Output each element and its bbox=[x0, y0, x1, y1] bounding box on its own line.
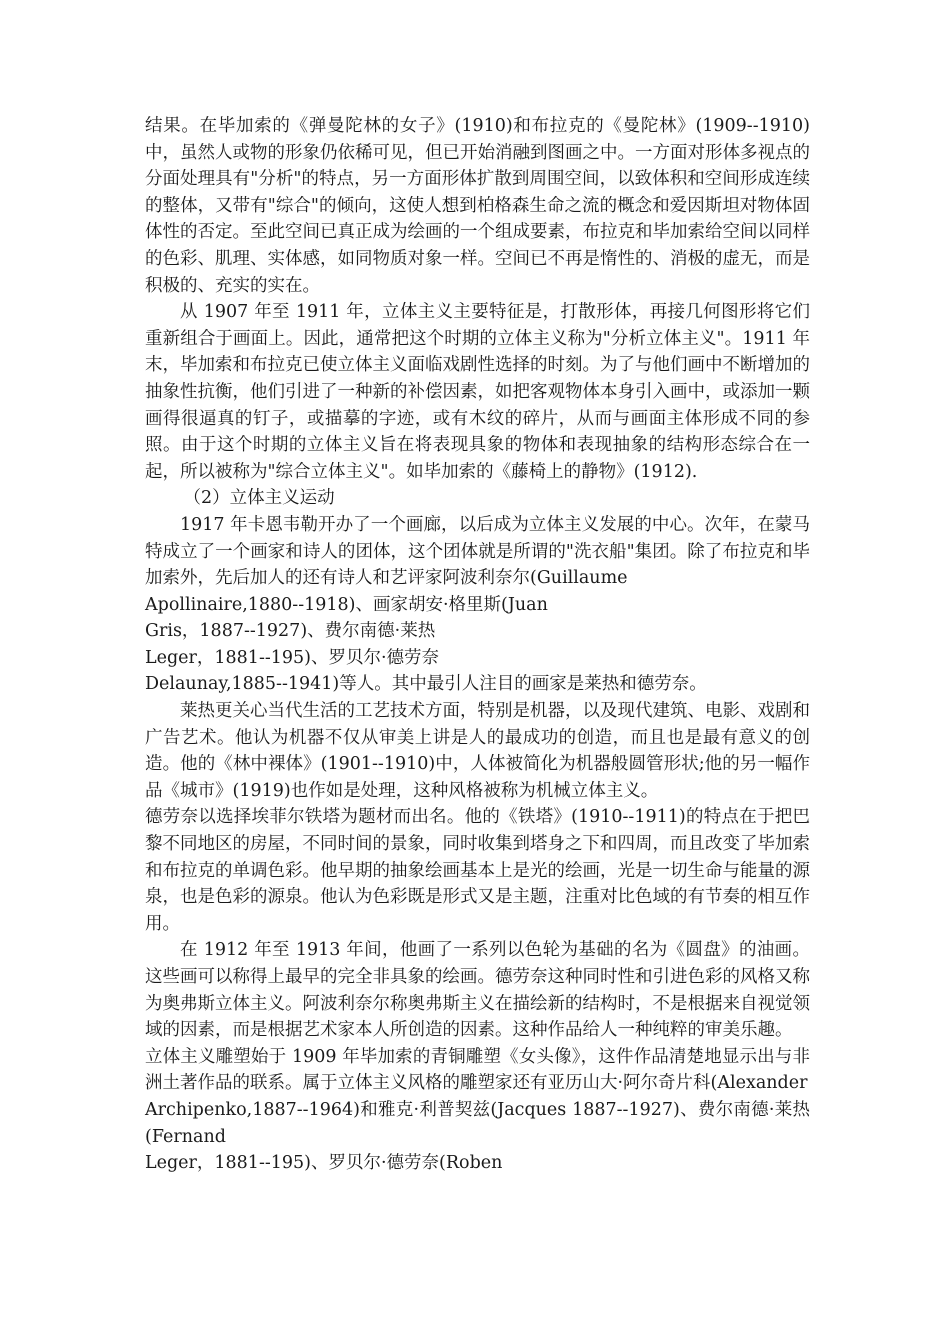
paragraph-line: Leger，1881--195)、罗贝尔·德劳奈 bbox=[145, 647, 440, 668]
paragraph-analytic-cubism: 从 1907 年至 1911 年，立体主义主要特征是，打散形体，再接几何图形将它们重新组合于画面上。因此，通常把这个时期的立体主义称为"分析立体主义"。1911 年末，毕加索和布拉克已使立体主义面临戏剧性选择的时刻。为了与他们画中不断增加的抽象性抗衡，他们引进了一种新的补偿因素，如把客观物体本身引入画中，或添加一颗画得很逼真的钉子，或描摹的字迹，或有木纹的碎片，从而与画面主体形成不同的参照。由于这个时期的立体主义旨在将表现具象的物体和表现抽象的结构形态综合在一起，所以被称为"综合立体主义"。如毕加索的《藤椅上的静物》(1912). bbox=[145, 302, 810, 482]
paragraph-discs: 在 1912 年至 1913 年间，他画了一系列以色轮为基础的名为《圆盘》的油画。这些画可以称得上最早的完全非具象的绘画。德劳奈这种同时性和引进色彩的风格又称为奥弗斯立体主义。阿波利奈尔称奥弗斯主义在描绘新的结构时，不是根据来自视觉领域的因素，而是根据艺术家本人所创造的因素。这种作品给人一种纯粹的审美乐趣。 bbox=[145, 940, 810, 1041]
paragraph-continuation: 结果。在毕加索的《弹曼陀林的女子》(1910)和布拉克的《曼陀林》(1909--1910)中，虽然人或物的形象仍依稀可见，但已开始消融到图画之中。一方面对形体多视点的分面处理具有"分析"的特点，另一方面形体扩散到周围空间，以致体积和空间形成连续的整体，又带有"综合"的倾向，这使人想到柏格森生命之流的概念和爱因斯坦对物体固体性的否定。至此空间已真正成为绘画的一个组成要素，布拉克和毕加索给空间以同样的色彩、肌理、实体感，如同物质对象一样。空间已不再是惰性的、消极的虚无，而是积极的、充实的实在。 bbox=[145, 116, 810, 296]
paragraph-delaunay: 德劳奈以选择埃菲尔铁塔为题材而出名。他的《铁塔》(1910--1911)的特点在于把巴黎不同地区的房屋，不同时间的景象，同时收集到塔身之下和四周，而且改变了毕加索和布拉克的单调色彩。他早期的抽象绘画基本上是光的绘画，光是一切生命与能量的源泉，也是色彩的源泉。他认为色彩既是形式又是主题，注重对比色域的有节奏的相互作用。 bbox=[145, 807, 810, 934]
paragraph-movement: 1917 年卡恩韦勒开办了一个画廊，以后成为立体主义发展的中心。次年，在蒙马特成立了一个画家和诗人的团体，这个团体就是所谓的"洗衣船"集团。除了布拉克和毕加索外，先后加人的还有诗人和艺评家阿波利奈尔(Guillaume bbox=[145, 514, 810, 589]
paragraph-line: Apollinaire,1880--1918)、画家胡安·格里斯(Juan bbox=[145, 594, 548, 615]
document-body bbox=[145, 113, 810, 1177]
section-heading: （2）立体主义运动 bbox=[183, 488, 335, 509]
paragraph-line: Delaunay,1885--1941)等人。其中最引人注目的画家是莱热和德劳奈。 bbox=[145, 674, 707, 695]
paragraph-leger: 莱热更关心当代生活的工艺技术方面，特别是机器，以及现代建筑、电影、戏剧和广告艺术。他认为机器不仅从审美上讲是人的最成功的创造，而且也是最有意义的创造。他的《林中裸体》(1901--1910)中，人体被简化为机器般圆管形状;他的另一幅作品《城市》(1919)也作如是处理，这种风格被称为机械立体主义。 bbox=[145, 701, 810, 801]
paragraph-sculpture: 立体主义雕塑始于 1909 年毕加索的青铜雕塑《女头像》，这件作品清楚地显示出与非洲土著作品的联系。属于立体主义风格的雕塑家还有亚历山大·阿尔奇片科(Alexander bbox=[145, 1046, 810, 1094]
paragraph-line: Gris，1887--1927)、费尔南德·莱热 bbox=[145, 621, 436, 642]
paragraph-line: Archipenko,1887--1964)和雅克·利普契兹(Jacques 1887--1927)、费尔南德·莱热(Fernand bbox=[145, 1099, 810, 1147]
paragraph-line: Leger，1881--195)、罗贝尔·德劳奈(Roben bbox=[145, 1153, 503, 1174]
